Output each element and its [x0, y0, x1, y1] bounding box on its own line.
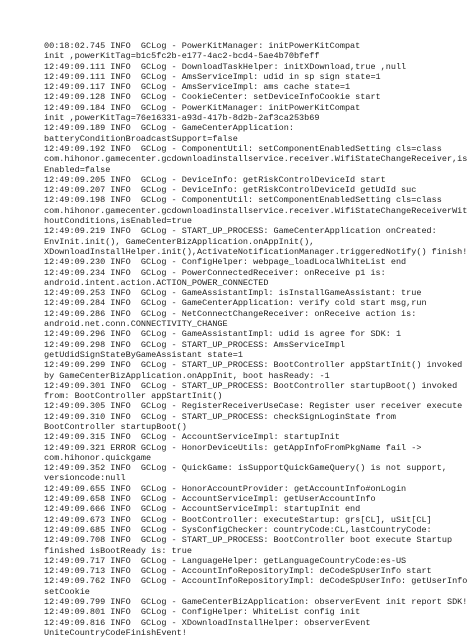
log-line: getUdidSignStateByGameAssistant state=1: [44, 349, 243, 360]
log-line: from: BootController appStartInit(): [44, 391, 223, 402]
log-line: Enabled=false: [44, 164, 111, 175]
log-line: XDownloadInstallHelper.init(),ActivateNotificationManager.triggeredNotify() finish!: [44, 246, 468, 257]
log-line: 12:49:09.253 INFO GCLog - GameAssistantImpl: isInstallGameAssistant: true: [44, 288, 422, 299]
log-line: 12:49:09.192 INFO GCLog - ComponentUtil: setComponentEnabledSetting cls=class: [44, 143, 442, 154]
log-line: BootController startupBoot(): [44, 421, 187, 432]
log-line: 12:49:09.685 INFO GCLog - SysConfigChecker: countryCode:CL,lastCountryCode:: [44, 524, 432, 535]
log-line: 12:49:09.117 INFO GCLog - AmsServiceImpl: ams cache state=1: [44, 82, 351, 93]
log-line: 12:49:09.298 INFO GCLog - START_UP_PROCESS: AmsServiceImpl: [44, 339, 345, 350]
log-line: 12:49:09.299 INFO GCLog - START_UP_PROCESS: BootController appStartInit() invoked: [44, 360, 463, 371]
log-line: 12:49:09.305 INFO GCLog - RegisterReceiverUseCase: Register user receiver execute: [44, 401, 463, 412]
log-line: EnvInit.init(), GameCenterBizApplication.onAppInit(),: [44, 236, 315, 247]
log-line: 12:49:09.286 INFO GCLog - NetConnectChangeReceiver: onReceive action is:: [44, 308, 417, 319]
log-line: 12:49:09.207 INFO GCLog - DeviceInfo: getRiskControlDeviceId getUdId suc: [44, 185, 417, 196]
log-text-block: [44, 41, 470, 638]
log-line: 12:49:09.296 INFO GCLog - GameAssistantImpl: udid is agree for SDK: 1: [44, 329, 402, 340]
log-line: 12:49:09.230 INFO GCLog - ConfigHelper: webpage_loadLocalWhiteList end: [44, 257, 407, 268]
log-line: 12:49:09.708 INFO GCLog - START_UP_PROCESS: BootController boot execute Startup: [44, 535, 453, 546]
log-line: 12:49:09.352 INFO GCLog - QuickGame: isSupportQuickGameQuery() is not support,: [44, 463, 447, 474]
log-line: 12:49:09.658 INFO GCLog - AccountServiceImpl: getUserAccountInfo: [44, 494, 376, 505]
log-line: 12:49:09.184 INFO GCLog - PowerKitManager: initPowerKitCompat: [44, 102, 361, 113]
log-line: 12:49:09.198 INFO GCLog - ComponentUtil: setComponentEnabledSetting cls=class: [44, 195, 442, 206]
log-line: versioncode:null: [44, 473, 126, 484]
log-line: 12:49:09.310 INFO GCLog - START_UP_PROCESS: checkSignLoginState from: [44, 411, 396, 422]
log-line: 12:49:09.655 INFO GCLog - HonorAccountProvider: getAccountInfo#onLogin: [44, 483, 407, 494]
log-line: 12:49:09.234 INFO GCLog - PowerConnectedReceiver: onReceive p1 is:: [44, 267, 386, 278]
log-line: 12:49:09.713 INFO GCLog - AccountInfoRepositoryImpl: deCodeSpUserInfo start: [44, 566, 432, 577]
log-line: android.net.conn.CONNECTIVITY_CHANGE: [44, 319, 228, 330]
log-line: android.intent.action.ACTION_POWER_CONNECTED: [44, 277, 269, 288]
log-line: 12:49:09.111 INFO GCLog - DownloadTaskHelper: initXDownload,true ,null: [44, 61, 407, 72]
log-line: init ,powerKitTag=76e16331-a93d-417b-8d2b-2af3ca253b69: [44, 113, 320, 124]
log-line: 12:49:09.301 INFO GCLog - START_UP_PROCESS: BootController startupBoot() invoked: [44, 380, 458, 391]
log-line: init ,powerKitTag=b1c5fc2b-e177-4ac2-bcd4-5ae4b70bfeff: [44, 51, 320, 62]
log-line: 12:49:09.762 INFO GCLog - AccountInfoRepositoryImpl: deCodeSpUserInfo: getUserInfo: [44, 576, 468, 587]
log-line: 12:49:09.799 INFO GCLog - GameCenterBizApplication: observerEvent init report SDK!: [44, 597, 468, 608]
log-line: 12:49:09.717 INFO GCLog - LanguageHelper: getLanguageCountryCode:es-US: [44, 555, 407, 566]
log-line: finished isBootReady is: true: [44, 545, 192, 556]
log-line: 12:49:09.321 ERROR GCLog - HonorDeviceUtils: getAppInfoFromPkgName fail ->: [44, 442, 422, 453]
log-line: 12:49:09.816 INFO GCLog - XDownloadInstallHelper: observerEvent: [44, 617, 371, 628]
log-line: 12:49:09.189 INFO GCLog - GameCenterApplication:: [44, 123, 294, 134]
log-line: 12:49:09.205 INFO GCLog - DeviceInfo: getRiskControlDeviceId start: [44, 174, 386, 185]
log-line: 12:49:09.111 INFO GCLog - AmsServiceImpl: udid in sp sign state=1: [44, 71, 381, 82]
log-line: com.hihonor.gamecenter.gcdownloadinstallservice.receiver.WifiStateChangeReceiverWit: [44, 205, 468, 216]
log-line: 12:49:09.801 INFO GCLog - ConfigHelper: WhiteList config init: [44, 607, 361, 618]
log-line: com.hihonor.quickgame: [44, 452, 152, 463]
log-line: com.hihonor.gamecenter.gcdownloadinstallservice.receiver.WifiStateChangeReceiver,is: [44, 154, 468, 165]
log-line: 12:49:09.666 INFO GCLog - AccountServiceImpl: startupInit end: [44, 504, 361, 515]
log-line: 12:49:09.284 INFO GCLog - GameCenterApplication: verify cold start msg,run: [44, 298, 427, 309]
log-line: by GameCenterBizApplication.onAppInit, boot hasReady: -1: [44, 370, 330, 381]
log-line: houtConditions,isEnabled=true: [44, 216, 192, 227]
log-line: setCookie: [44, 586, 90, 597]
log-line: 00:18:02.745 INFO GCLog - PowerKitManager: initPowerKitCompat: [44, 41, 361, 51]
log-line: batteryConditionBroadcastSupport=false: [44, 133, 238, 144]
log-line: 12:49:09.673 INFO GCLog - BootController: executeStartup: grs[CL], uSit[CL]: [44, 514, 432, 525]
log-line: 12:49:09.315 INFO GCLog - AccountServiceImpl: startupInit: [44, 432, 340, 443]
log-line: 12:49:09.219 INFO GCLog - START_UP_PROCESS: GameCenterApplication onCreated:: [44, 226, 437, 237]
log-line: UniteCountryCodeFinishEvent!: [44, 627, 187, 638]
log-line: 12:49:09.128 INFO GCLog - CookieCenter: setDeviceInfoCookie start: [44, 92, 381, 103]
